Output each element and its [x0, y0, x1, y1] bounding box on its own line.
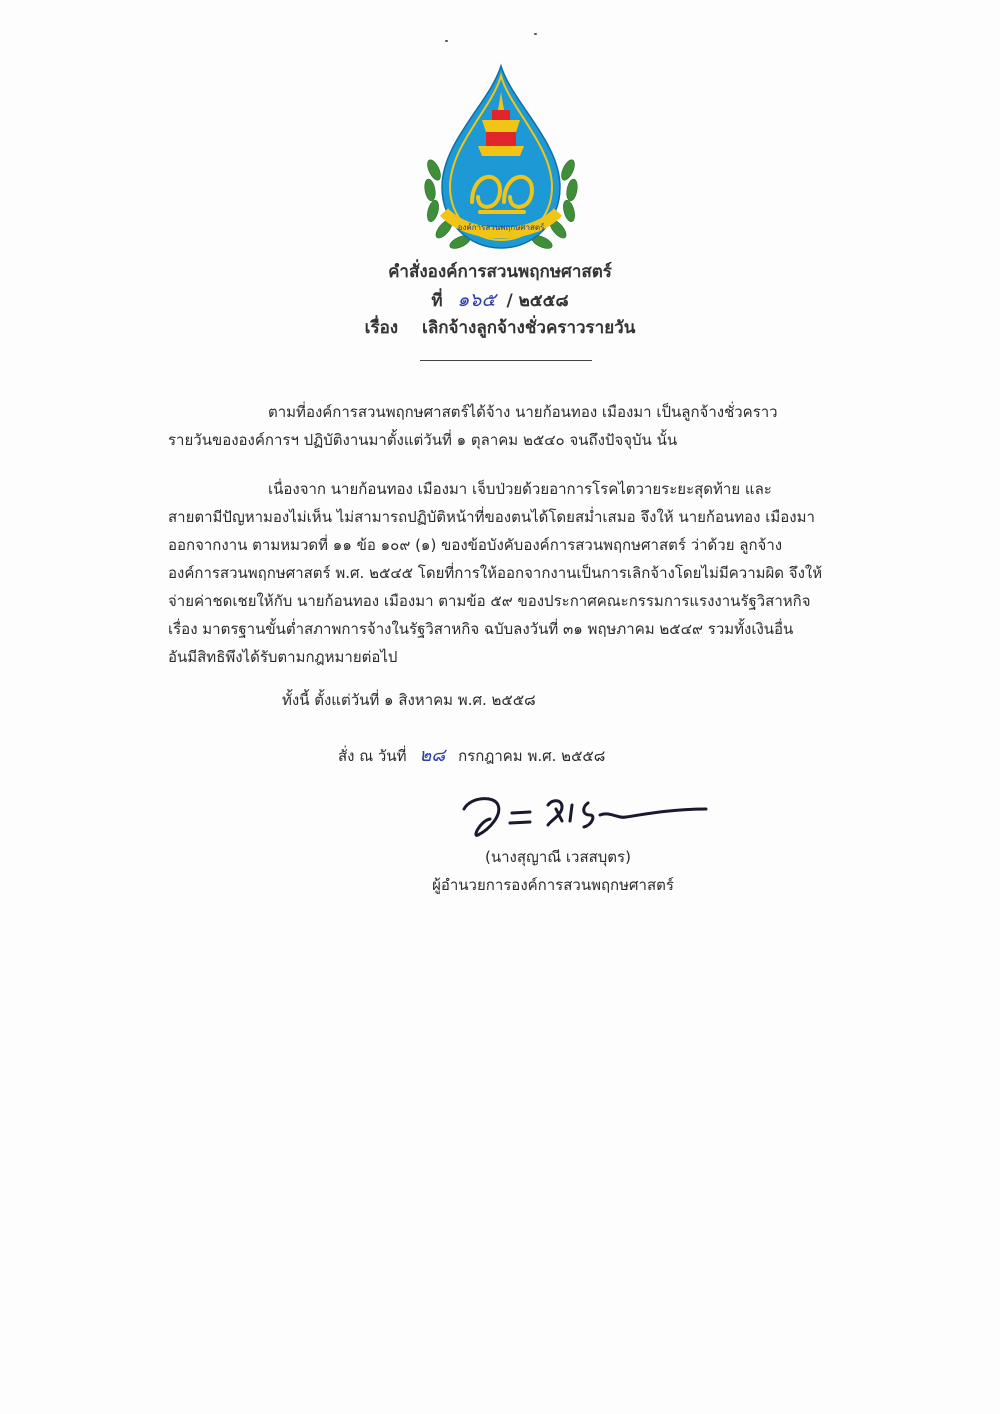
subject-label: เรื่อง	[364, 318, 399, 338]
paragraph-1	[168, 398, 846, 454]
signer-name: (นางสุญาณี เวสสบุตร)	[485, 848, 631, 866]
paragraph-2	[168, 475, 846, 671]
paragraph-line: รายวันขององค์การฯ ปฏิบัติงานมาตั้งแต่วันที่ ๑ ตุลาคม ๒๕๔๐ จนถึงปัจจุบัน นั้น	[168, 431, 678, 449]
paragraph-line: เนื่องจาก นายก้อนทอง เมืองมา เจ็บป่วยด้วยอาการโรคไตวายระยะสุดท้าย และ	[268, 480, 772, 498]
ordered-day-handwritten: ๒๘	[419, 745, 446, 766]
paragraph-line: เรื่อง มาตรฐานขั้นต่ำสภาพการจ้างในรัฐวิสาหกิจ ฉบับลงวันที่ ๓๑ พฤษภาคม ๒๕๔๙ รวมทั้งเงินอื่น	[168, 620, 794, 638]
paragraph-line: อันมีสิทธิพึงได้รับตามกฎหมายต่อไป	[168, 648, 398, 666]
ordered-date	[338, 740, 605, 769]
ordered-prefix: สั่ง ณ วันที่	[338, 747, 407, 765]
order-number-label: ที่	[431, 291, 443, 311]
effective-date: ทั้งนี้ ตั้งแต่วันที่ ๑ สิงหาคม พ.ศ. ๒๕๕๘	[282, 691, 536, 709]
paragraph-line: ตามที่องค์การสวนพฤกษศาสตร์ได้จ้าง นายก้อนทอง เมืองมา เป็นลูกจ้างชั่วคราว	[268, 403, 778, 421]
signature	[450, 785, 720, 845]
paragraph-line: ออกจากงาน ตามหมวดที่ ๑๑ ข้อ ๑๐๙ (๑) ของข้อบังคับองค์การสวนพฤกษศาสตร์ ว่าด้วย ลูกจ้าง	[168, 536, 783, 554]
logo-text: องค์การสวนพฤกษศาสตร์	[457, 223, 545, 232]
order-title: คำสั่งองค์การสวนพฤกษศาสตร์	[388, 262, 612, 282]
scan-speck	[445, 40, 448, 42]
paragraph-line: จ่ายค่าชดเชยให้กับ นายก้อนทอง เมืองมา ตามข้อ ๕๙ ของประกาศคณะกรรมการแรงงานรัฐวิสาหกิจ	[168, 592, 811, 610]
order-number-year: / ๒๕๕๘	[506, 291, 569, 311]
order-number-handwritten: ๑๖๕	[457, 289, 496, 311]
paragraph-line: สายตามีปัญหามองไม่เห็น ไม่สามารถปฏิบัติหน้าที่ของตนได้โดยสม่ำเสมอ จึงให้ นายก้อนทอง เมืองมา	[168, 508, 815, 526]
order-subject-line	[0, 314, 1000, 341]
order-number-line	[0, 285, 1000, 315]
subject-text: เลิกจ้างลูกจ้างชั่วคราวรายวัน	[422, 318, 636, 338]
scan-speck	[534, 33, 537, 35]
ordered-suffix: กรกฎาคม พ.ศ. ๒๕๕๘	[458, 747, 606, 765]
organization-logo	[420, 62, 582, 258]
signer-position: ผู้อำนวยการองค์การสวนพฤกษศาสตร์	[432, 876, 674, 894]
divider	[420, 360, 592, 361]
paragraph-line: องค์การสวนพฤกษศาสตร์ พ.ศ. ๒๕๔๕ โดยที่การให้ออกจากงานเป็นการเลิกจ้างโดยไม่มีความผิด จึงให้	[168, 564, 823, 582]
